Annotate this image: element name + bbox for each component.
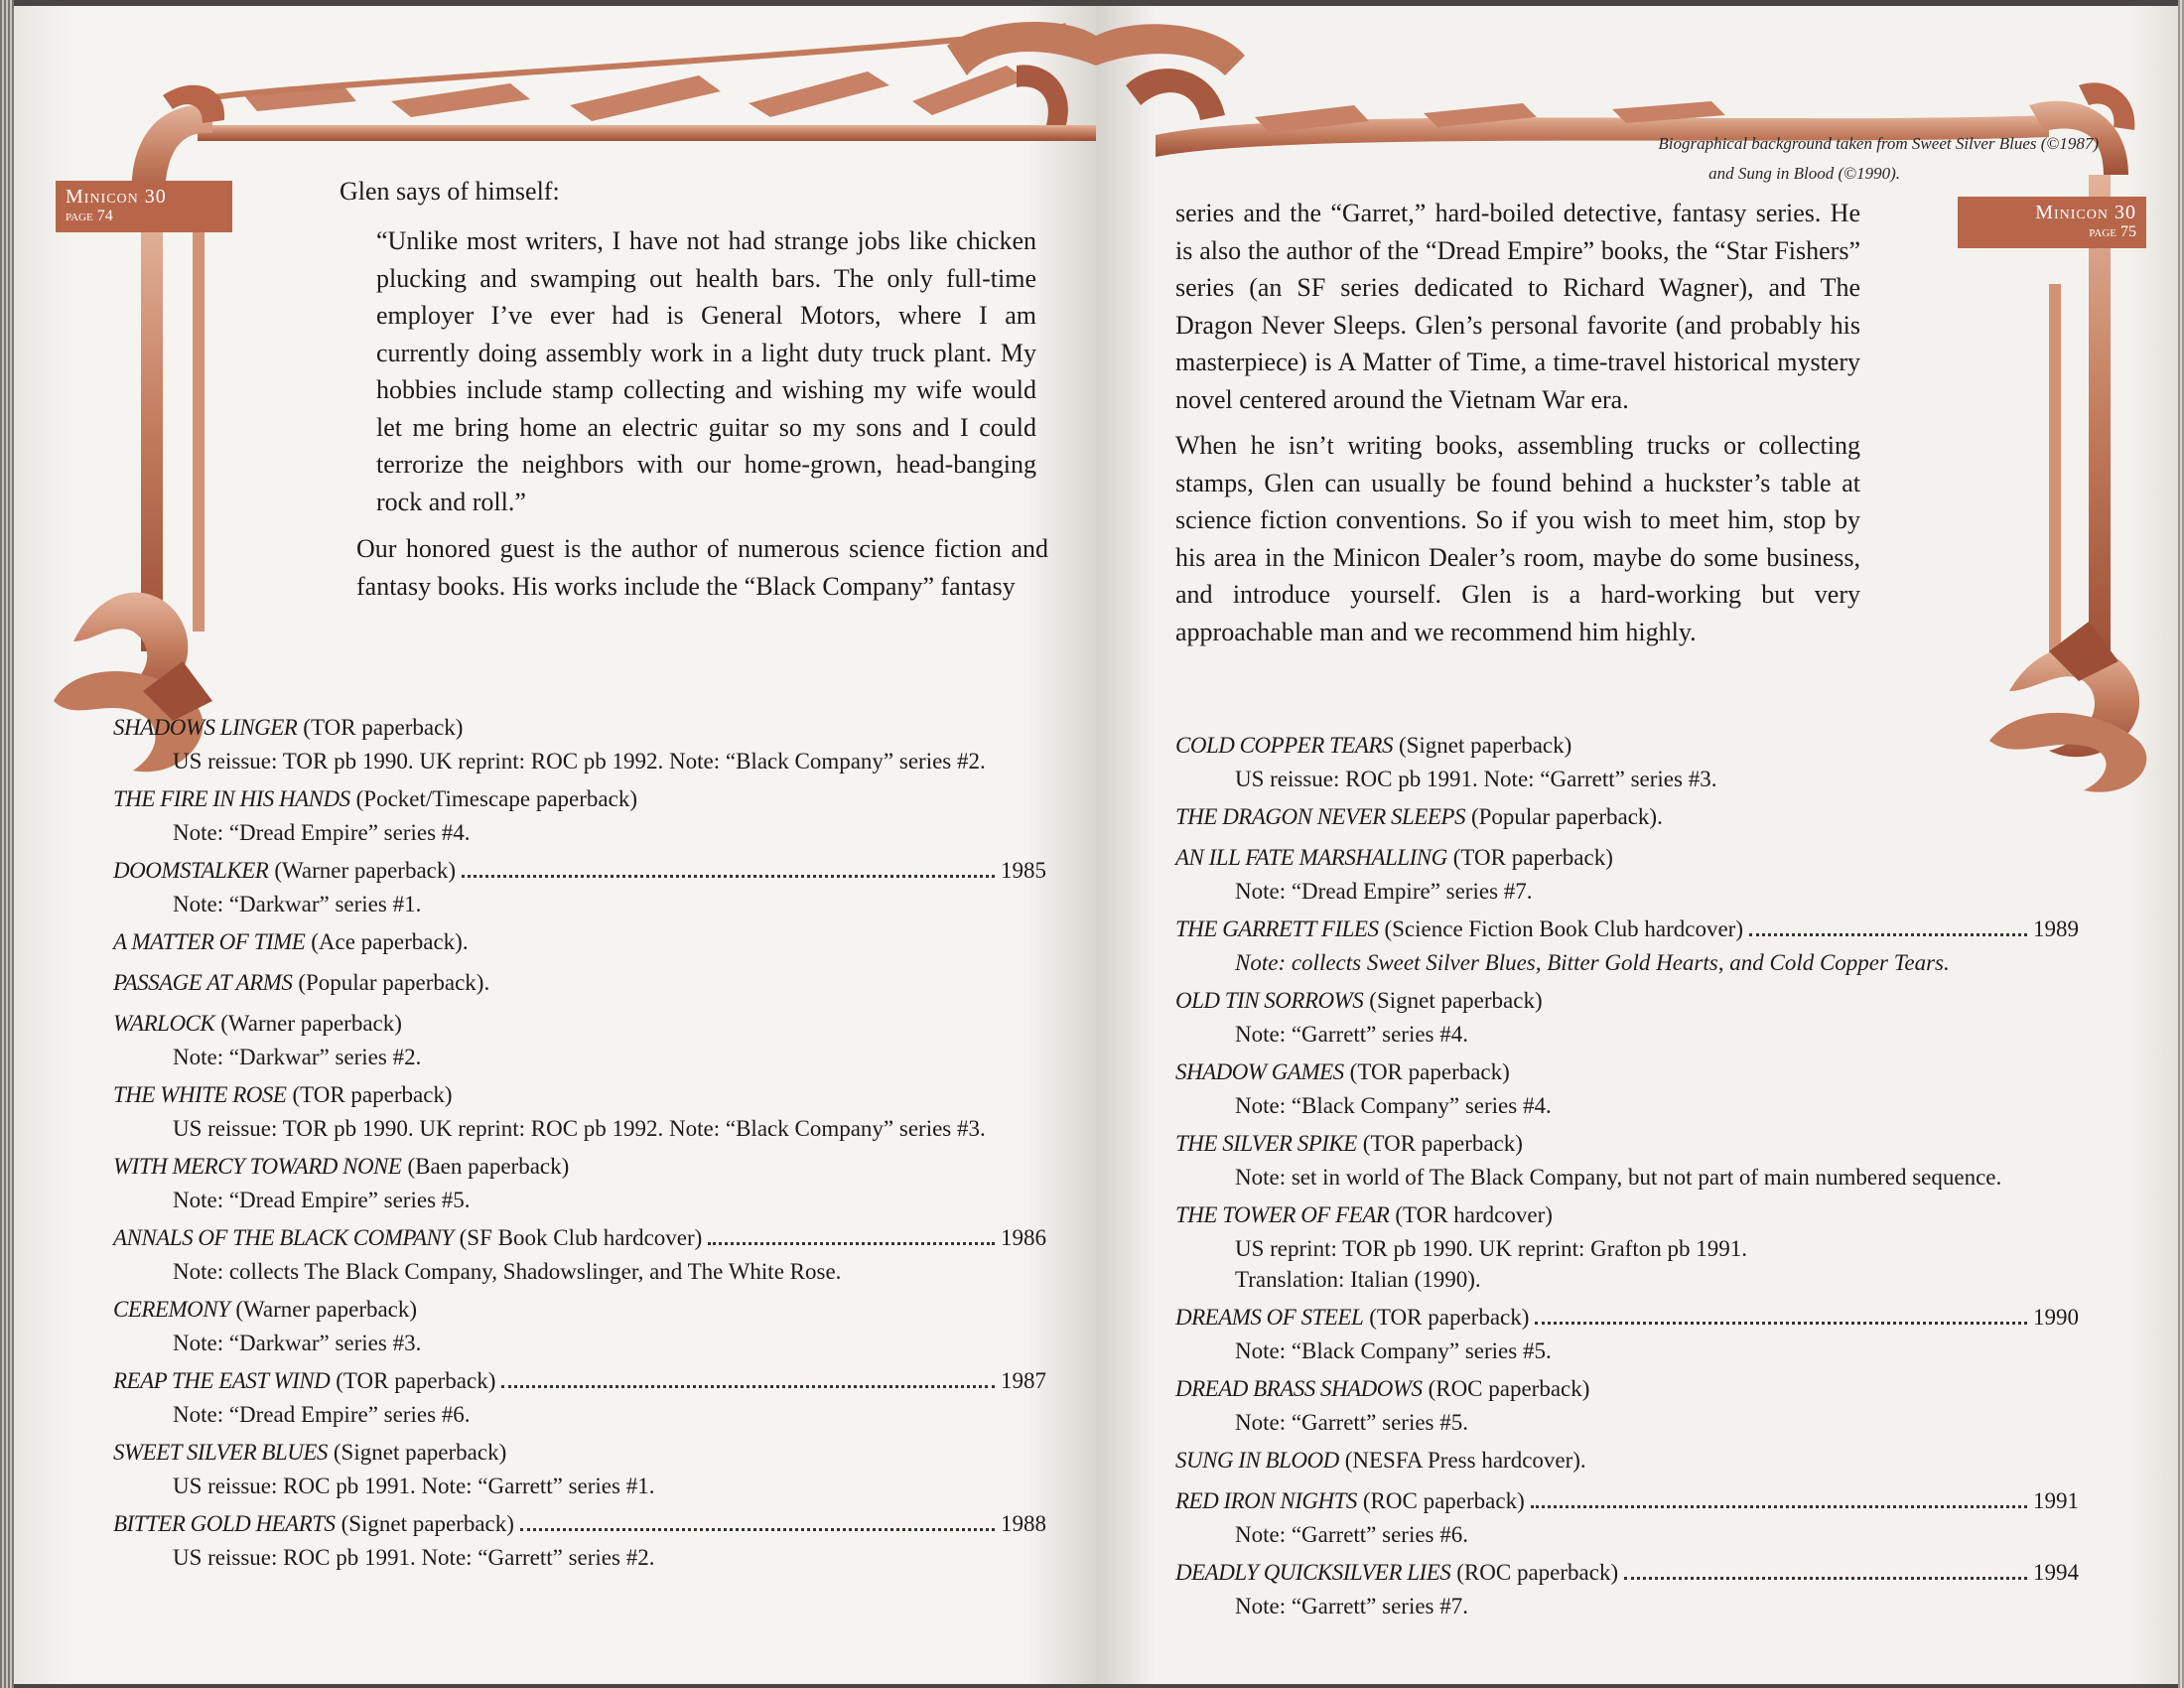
dot-leader [520, 1528, 995, 1531]
caption-line: and Sung in Blood (©1990). [1708, 164, 1900, 183]
page-stack-edge-left [0, 0, 14, 1688]
bib-entry [1175, 916, 2079, 978]
book-title: THE FIRE IN HIS HANDS [113, 786, 350, 811]
book-title: DOOMSTALKER [113, 858, 269, 883]
book-publisher: (TOR paperback) [303, 715, 464, 740]
book-publisher: (Warner paperback) [274, 858, 457, 883]
book-title: REAP THE EAST WIND [113, 1368, 331, 1393]
book-publisher: (Signet paperback) [1398, 733, 1572, 758]
bibliography-right [1175, 733, 2079, 1631]
book-title: RED IRON NIGHTS [1175, 1488, 1357, 1513]
book-title: WARLOCK [113, 1011, 215, 1036]
book-title: THE WHITE ROSE [113, 1082, 287, 1107]
bib-entry [113, 1511, 1046, 1573]
book-note: Note: “Darkwar” series #1. [173, 892, 422, 916]
dot-leader [462, 875, 995, 878]
book-note: US reissue: ROC pb 1991. Note: “Garrett” series #1. [173, 1474, 655, 1498]
book-publisher: (Science Fiction Book Club hardcover) [1384, 916, 1744, 941]
book-publisher: (TOR paperback) [1362, 1131, 1523, 1156]
book-title: SHADOW GAMES [1175, 1059, 1344, 1084]
page-tab-left [56, 181, 232, 232]
book-note: Note: set in world of The Black Company, but not part of main numbered sequence. [1235, 1165, 2002, 1190]
book-publisher: (TOR paperback) [1369, 1305, 1530, 1330]
book-note: Note: “Garrett” series #6. [1235, 1522, 1469, 1547]
book-title: THE SILVER SPIKE [1175, 1131, 1357, 1156]
book-title: SUNG IN BLOOD [1175, 1448, 1339, 1473]
bib-entry [113, 1011, 1046, 1072]
book-note: Translation: Italian (1990). [1235, 1267, 1481, 1292]
book-publisher: (TOR paperback) [292, 1082, 453, 1107]
bib-entry [1175, 733, 2079, 794]
book-publisher: (Baen paperback) [407, 1154, 570, 1179]
book-year: 1985 [1001, 858, 1046, 883]
book-title: BITTER GOLD HEARTS [113, 1511, 336, 1536]
book-publisher: (SF Book Club hardcover) [459, 1225, 703, 1250]
book-publisher: (Signet paperback) [1369, 988, 1543, 1013]
book-title: DEADLY QUICKSILVER LIES [1175, 1560, 1451, 1585]
book-publisher: (ROC paperback) [1456, 1560, 1619, 1585]
book-note: Note: “Dread Empire” series #7. [1235, 879, 1533, 904]
book-title: THE DRAGON NEVER SLEEPS [1175, 804, 1465, 829]
bib-entry [1175, 1488, 2079, 1550]
book-publisher: (Signet paperback) [341, 1511, 514, 1536]
book-publisher: (TOR hardcover) [1395, 1202, 1553, 1227]
book-year: 1991 [2033, 1488, 2079, 1513]
book-publisher: (Warner paperback) [220, 1011, 402, 1036]
book-year: 1986 [1001, 1225, 1046, 1250]
book-publisher: (TOR paperback) [1349, 1059, 1510, 1084]
book-publisher: (NESFA Press hardcover). [1344, 1448, 1586, 1473]
tab-conference-name: Minicon 30 [66, 186, 167, 208]
book-title: A MATTER OF TIME [113, 929, 306, 954]
bib-entry [113, 1440, 1046, 1501]
book-note: US reissue: ROC pb 1991. Note: “Garrett” series #3. [1235, 767, 1717, 791]
book-title: DREAMS OF STEEL [1175, 1305, 1364, 1330]
bib-entry [1175, 1376, 2079, 1438]
tab-conference-name: Minicon 30 [2035, 202, 2136, 223]
book-note: Note: “Black Company” series #4. [1235, 1093, 1552, 1118]
book-year: 1987 [1001, 1368, 1046, 1393]
bib-entry [113, 1082, 1046, 1144]
dot-leader [1531, 1505, 2027, 1508]
bib-entry [113, 1368, 1046, 1430]
book-publisher: (Popular paperback). [298, 970, 490, 995]
book-note: Note: collects Sweet Silver Blues, Bitter Gold Hearts, and Cold Copper Tears. [1235, 950, 1950, 975]
dot-leader [1624, 1577, 2027, 1580]
book-note: Note: collects The Black Company, Shadowslinger, and The White Rose. [173, 1259, 842, 1284]
tab-page-number: page 74 [66, 208, 113, 224]
book-title: SHADOWS LINGER [113, 715, 298, 740]
bib-entry [1175, 845, 2079, 907]
book-publisher: (Ace paperback). [311, 929, 469, 954]
bib-entry [113, 1297, 1046, 1358]
bib-entry [1175, 988, 2079, 1050]
quote-intro: Glen says of himself: [340, 177, 560, 206]
book-title: ANNALS OF THE BLACK COMPANY [113, 1225, 454, 1250]
book-note: Note: “Garrett” series #4. [1235, 1022, 1469, 1047]
book-title: COLD COPPER TEARS [1175, 733, 1393, 758]
source-caption [1658, 129, 2099, 189]
book-note: Note: “Darkwar” series #2. [173, 1045, 422, 1069]
bib-entry [1175, 1059, 2079, 1121]
book-title: AN ILL FATE MARSHALLING [1175, 845, 1447, 870]
book-publisher: (Pocket/Timescape paperback) [355, 786, 637, 811]
book-note: Note: “Dread Empire” series #4. [173, 820, 471, 845]
bio-paragraph-continued: series and the “Garret,” hard-boiled detective, fantasy series. He is also the author of the “Dread Empire” books, the “Star Fishers” series (an SF series dedicated to Richard Wagner), and The Dragon Never Sleeps. Glen’s personal favorite (and probably his masterpiece) is A Matter of Time, a time-travel historical mystery novel centered around the Vietnam War era. [1175, 199, 1860, 414]
author-quote: “Unlike most writers, I have not had strange jobs like chicken plucking and swamping out health bars. The only full-time employer I’ve ever had is General Motors, where I am currently doing assembly work in a light duty truck plant. My hobbies include stamp collecting and wishing my wife would let me bring home an electric guitar so my sons and I could terrorize the neighbors with our home-grown, head-banging rock and roll.” [376, 226, 1036, 516]
bib-entry [1175, 804, 2079, 835]
book-publisher: (Warner paperback) [235, 1297, 418, 1322]
bib-entry [1175, 1448, 2079, 1478]
book-note: Note: “Dread Empire” series #6. [173, 1402, 471, 1427]
book-note: Note: “Garrett” series #7. [1235, 1594, 1469, 1618]
bib-entry [1175, 1131, 2079, 1193]
book-note: Note: “Garrett” series #5. [1235, 1410, 1469, 1435]
dot-leader [501, 1385, 995, 1388]
right-page [1096, 6, 2178, 1684]
bib-entry [113, 1154, 1046, 1215]
bibliography-left [113, 715, 1046, 1583]
book-title: THE GARRETT FILES [1175, 916, 1379, 941]
book-note: US reissue: TOR pb 1990. UK reprint: ROC pb 1992. Note: “Black Company” series #2. [173, 749, 986, 774]
bib-entry [113, 786, 1046, 848]
page-stack-edge-right [2178, 0, 2184, 1688]
dot-leader [708, 1242, 995, 1245]
book-publisher: (ROC paperback) [1362, 1488, 1525, 1513]
bio-paragraph-closing: When he isn’t writing books, assembling trucks or collecting stamps, Glen can usually be found behind a huckster’s table at science fiction conventions. So if you wish to meet him, stop by his area in the Minicon Dealer’s room, maybe do some business, and introduce yourself. Glen is a hard-working but very approachable man and we recommend him highly. [1175, 431, 1860, 646]
bib-entry [1175, 1305, 2079, 1366]
book-title: CEREMONY [113, 1297, 230, 1322]
book-year: 1988 [1001, 1511, 1046, 1536]
book-publisher: (Popular paperback). [1470, 804, 1663, 829]
book-note: Note: “Black Company” series #5. [1235, 1338, 1552, 1363]
dot-leader [1535, 1322, 2027, 1325]
bib-entry [113, 970, 1046, 1001]
book-publisher: (Signet paperback) [333, 1440, 507, 1465]
book-year: 1994 [2033, 1560, 2079, 1585]
bio-paragraph-start: Our honored guest is the author of numerous science fiction and fantasy books. His works include the “Black Company” fantasy [356, 534, 1048, 601]
book-title: SWEET SILVER BLUES [113, 1440, 328, 1465]
bib-entry [113, 1225, 1046, 1287]
book-title: THE TOWER OF FEAR [1175, 1202, 1390, 1227]
page-tab-right [1958, 197, 2146, 248]
book-note: Note: “Darkwar” series #3. [173, 1331, 422, 1355]
book-publisher: (ROC paperback) [1428, 1376, 1590, 1401]
book-publisher: (TOR paperback) [336, 1368, 496, 1393]
book-year: 1990 [2033, 1305, 2079, 1330]
caption-line: Biographical background taken from Sweet Silver Blues (©1987) [1658, 134, 2099, 153]
book-title: OLD TIN SORROWS [1175, 988, 1364, 1013]
book-title: DREAD BRASS SHADOWS [1175, 1376, 1423, 1401]
bib-entry [1175, 1560, 2079, 1621]
book-title: WITH MERCY TOWARD NONE [113, 1154, 402, 1179]
book-note: Note: “Dread Empire” series #5. [173, 1188, 471, 1212]
bib-entry [113, 929, 1046, 960]
book-year: 1989 [2033, 916, 2079, 941]
bib-entry [1175, 1202, 2079, 1295]
bib-entry [113, 858, 1046, 919]
bib-entry [113, 715, 1046, 776]
tab-page-number: page 75 [2089, 223, 2136, 240]
book-note: US reprint: TOR pb 1990. UK reprint: Grafton pb 1991. [1235, 1236, 1747, 1261]
left-page [14, 6, 1096, 1684]
book-title: PASSAGE AT ARMS [113, 970, 293, 995]
dot-leader [1749, 933, 2027, 936]
book-spread [14, 6, 2178, 1684]
book-publisher: (TOR paperback) [1452, 845, 1613, 870]
book-note: US reissue: ROC pb 1991. Note: “Garrett” series #2. [173, 1545, 655, 1570]
book-note: US reissue: TOR pb 1990. UK reprint: ROC pb 1992. Note: “Black Company” series #3. [173, 1116, 986, 1141]
